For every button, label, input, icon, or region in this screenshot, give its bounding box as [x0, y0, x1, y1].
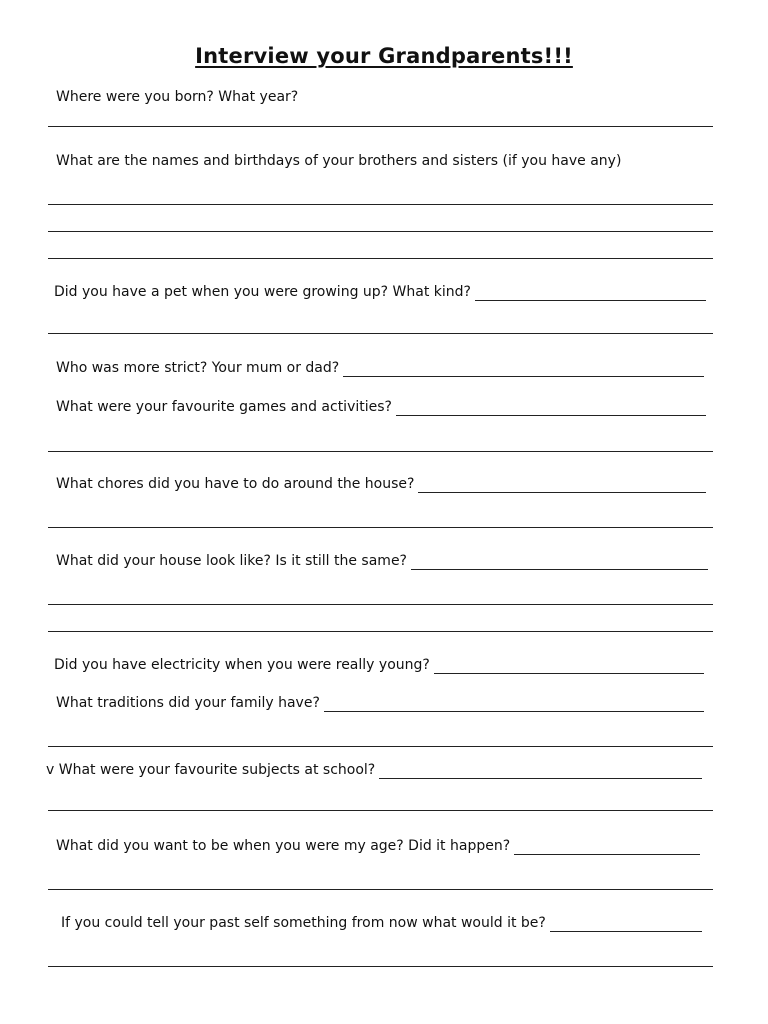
answer-line[interactable] [48, 966, 713, 967]
question-text: Who was more strict? Your mum or dad? [56, 360, 340, 376]
question-birthplace [56, 88, 712, 106]
answer-blank[interactable] [550, 917, 702, 932]
answer-blank[interactable] [411, 555, 708, 570]
question-past-self [61, 914, 702, 932]
answer-line[interactable] [48, 204, 713, 205]
question-chores [56, 475, 706, 493]
question-text: What did your house look like? Is it still the same? [56, 553, 407, 569]
question-school-subjects [46, 761, 702, 779]
answer-line[interactable] [48, 810, 713, 811]
answer-line[interactable] [48, 527, 713, 528]
question-pet [54, 283, 706, 301]
answer-line[interactable] [48, 451, 713, 452]
answer-blank[interactable] [514, 840, 700, 855]
question-strict-parent [56, 359, 704, 377]
answer-blank[interactable] [434, 659, 704, 674]
page-title: Interview your Grandparents!!! [195, 44, 573, 68]
question-text: What are the names and birthdays of your brothers and sisters (if you have any) [56, 153, 622, 169]
answer-line[interactable] [48, 258, 713, 259]
question-text: Did you have a pet when you were growing up? What kind? [54, 284, 471, 300]
question-text: What traditions did your family have? [56, 695, 320, 711]
question-traditions [56, 694, 704, 712]
answer-blank[interactable] [343, 362, 704, 377]
question-text: What chores did you have to do around the house? [56, 476, 415, 492]
answer-blank[interactable] [418, 478, 706, 493]
question-future-career [56, 837, 700, 855]
question-text: What were your favourite games and activities? [56, 399, 392, 415]
answer-line[interactable] [48, 746, 713, 747]
answer-blank[interactable] [475, 286, 706, 301]
question-text: If you could tell your past self something from now what would it be? [61, 915, 546, 931]
answer-blank[interactable] [396, 401, 706, 416]
answer-line[interactable] [48, 631, 713, 632]
answer-line[interactable] [48, 126, 713, 127]
question-text: v What were your favourite subjects at school? [46, 762, 376, 778]
question-text: Where were you born? What year? [56, 89, 299, 105]
question-house [56, 552, 708, 570]
question-text: What did you want to be when you were my age? Did it happen? [56, 838, 511, 854]
answer-blank[interactable] [379, 764, 702, 779]
question-games [56, 398, 706, 416]
question-siblings [56, 152, 712, 170]
answer-line[interactable] [48, 231, 713, 232]
question-electricity [54, 656, 704, 674]
question-text: Did you have electricity when you were really young? [54, 657, 430, 673]
answer-line[interactable] [48, 333, 713, 334]
answer-blank[interactable] [324, 697, 704, 712]
answer-line[interactable] [48, 604, 713, 605]
answer-line[interactable] [48, 889, 713, 890]
